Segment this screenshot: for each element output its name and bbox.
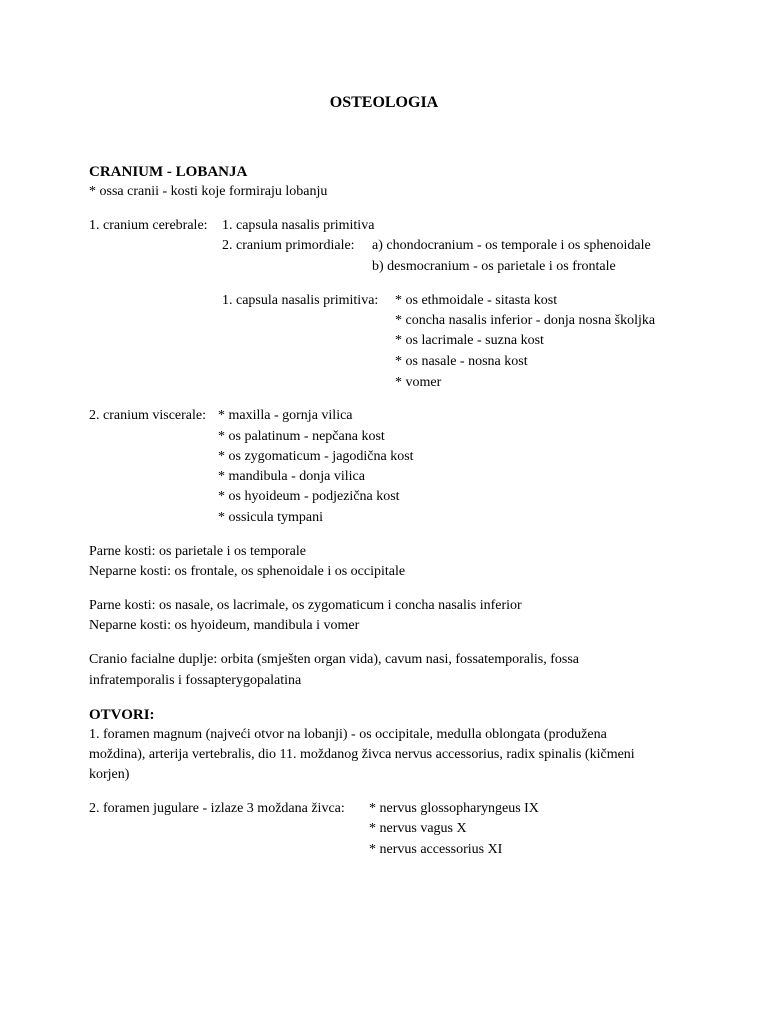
viscerale-item: * mandibula - donja vilica xyxy=(218,469,365,484)
capsula-item: * os nasale - nosna kost xyxy=(395,354,528,369)
cerebrale-label: 1. cranium cerebrale: xyxy=(89,218,208,233)
cerebrale-item: 1. capsula nasalis primitiva xyxy=(222,218,375,233)
section-heading-cranium: CRANIUM - LOBANJA xyxy=(89,164,248,180)
foramen-magnum-line: 1. foramen magnum (najveći otvor na lobanji) - os occipitale, medulla oblongata (produžena xyxy=(89,727,607,742)
viscerale-item: * os hyoideum - podjezična kost xyxy=(218,489,400,504)
foramen-jugulare-label: 2. foramen jugulare - izlaze 3 moždana živca: xyxy=(89,801,345,816)
facial-cavities-line: Cranio facialne duplje: orbita (smješten organ vida), cavum nasi, fossatemporalis, fossa xyxy=(89,652,579,667)
section-heading-otvori: OTVORI: xyxy=(89,707,155,723)
primordiale-item: a) chondocranium - os temporale i os sphenoidale xyxy=(372,238,651,253)
capsula-item: * os lacrimale - suzna kost xyxy=(395,333,544,348)
capsula-item: * vomer xyxy=(395,375,442,390)
foramen-magnum-line: korjen) xyxy=(89,767,130,782)
primordiale-item: b) desmocranium - os parietale i os frontale xyxy=(372,259,616,274)
foramen-magnum-line: moždina), arterija vertebralis, dio 11. moždanog živca nervus accessorius, radix spinalis (kičmeni xyxy=(89,747,635,762)
nerve-item: * nervus glossopharyngeus IX xyxy=(369,801,539,816)
cranium-subheading: * ossa cranii - kosti koje formiraju lobanju xyxy=(89,184,328,199)
unpaired-bones-line: Neparne kosti: os frontale, os sphenoidale i os occipitale xyxy=(89,564,406,579)
unpaired-bones-line: Neparne kosti: os hyoideum, mandibula i vomer xyxy=(89,618,360,633)
capsula-label: 1. capsula nasalis primitiva: xyxy=(222,293,379,308)
facial-cavities-line: infratemporalis i fossapterygopalatina xyxy=(89,673,302,688)
nerve-item: * nervus vagus X xyxy=(369,821,467,836)
viscerale-label: 2. cranium viscerale: xyxy=(89,408,207,423)
viscerale-item: * ossicula tympani xyxy=(218,510,323,525)
viscerale-item: * os palatinum - nepčana kost xyxy=(218,429,385,444)
capsula-item: * concha nasalis inferior - donja nosna školjka xyxy=(395,313,656,328)
viscerale-item: * maxilla - gornja vilica xyxy=(218,408,353,423)
cerebrale-item: 2. cranium primordiale: xyxy=(222,238,355,253)
paired-bones-line: Parne kosti: os nasale, os lacrimale, os zygomaticum i concha nasalis inferior xyxy=(89,598,522,613)
viscerale-item: * os zygomaticum - jagodična kost xyxy=(218,449,414,464)
capsula-item: * os ethmoidale - sitasta kost xyxy=(395,293,558,308)
nerve-item: * nervus accessorius XI xyxy=(369,842,503,857)
page-title: OSTEOLOGIA xyxy=(329,94,439,111)
paired-bones-line: Parne kosti: os parietale i os temporale xyxy=(89,544,306,559)
